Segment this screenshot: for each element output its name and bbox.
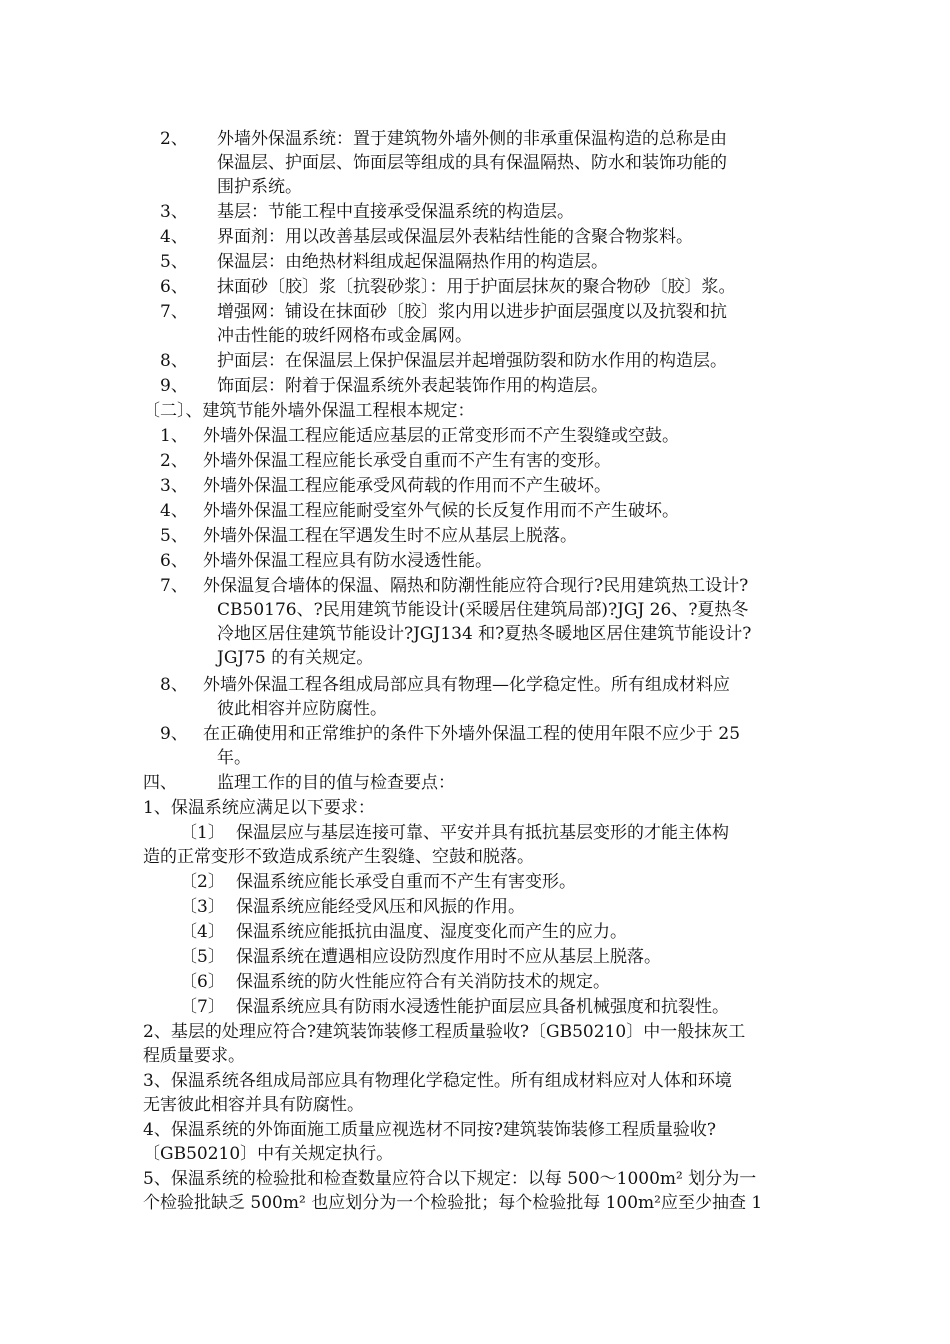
rule-text: 外墙外保温工程应能适应基层的正常变形而不产生裂缝或空鼓。 xyxy=(203,426,679,446)
requirement-text: 保温系统应具有防雨水浸透性能护面层应具备机械强度和抗裂性。 xyxy=(236,997,729,1017)
rule-text: 年。 xyxy=(217,748,251,768)
definition-text: 保温层：由绝热材料组成起保温隔热作用的构造层。 xyxy=(217,252,608,272)
requirement-text: 保温层应与基层连接可靠、平安并具有抵抗基层变形的才能主体构 xyxy=(236,823,729,843)
rule-text: 外墙外保温工程应能承受风荷载的作用而不产生破坏。 xyxy=(203,476,611,496)
rule-text: 外墙外保温工程应具有防水浸透性能。 xyxy=(203,551,492,571)
definition-text: 抹面砂〔胶〕浆〔抗裂砂浆〕：用于护面层抹灰的聚合物砂〔胶〕浆。 xyxy=(217,277,736,297)
definition-number: 3、 xyxy=(160,202,188,222)
paragraph-line: 4、保温系统的外饰面施工质量应视选材不同按?建筑装饰装修工程质量验收? xyxy=(143,1120,717,1140)
definition-text: 界面剂：用以改善基层或保温层外表粘结性能的含聚合物浆料。 xyxy=(217,227,693,247)
paragraph-line: 5、保温系统的检验批和检查数量应符合以下规定：以每 500～1000m² 划分为一 xyxy=(143,1169,757,1189)
requirement-number: 〔1〕 xyxy=(180,823,225,843)
requirement-number: 〔2〕 xyxy=(180,872,225,892)
requirement-text: 保温系统应能经受风压和风振的作用。 xyxy=(236,897,525,917)
rule-text: 彼此相容并应防腐性。 xyxy=(217,699,387,719)
requirement-text: 保温系统应能抵抗由温度、湿度变化而产生的应力。 xyxy=(236,922,627,942)
paragraph-line: 个检验批缺乏 500m² 也应划分为一个检验批；每个检验批每 100m²应至少抽查 1 xyxy=(143,1193,763,1213)
definition-text: 基层：节能工程中直接承受保温系统的构造层。 xyxy=(217,202,574,222)
requirement-text: 保温系统的防火性能应符合有关消防技术的规定。 xyxy=(236,972,610,992)
requirement-number: 〔7〕 xyxy=(180,997,225,1017)
requirement-text: 造的正常变形不致造成系统产生裂缝、空鼓和脱落。 xyxy=(143,847,534,867)
definition-text: 饰面层：附着于保温系统外表起装饰作用的构造层。 xyxy=(217,376,608,396)
requirement-number: 〔3〕 xyxy=(180,897,225,917)
rule-number: 7、 xyxy=(160,576,188,596)
rule-number: 5、 xyxy=(160,526,188,546)
requirement-text: 保温系统应能长承受自重而不产生有害变形。 xyxy=(236,872,576,892)
definition-number: 9、 xyxy=(160,376,188,396)
definition-text: 增强网：铺设在抹面砂〔胶〕浆内用以进步护面层强度以及抗裂和抗 xyxy=(217,302,727,322)
rule-text: CB50176、?民用建筑节能设计(采暖居住建筑局部)?JGJ 26、?夏热冬 xyxy=(217,600,749,620)
rule-text: 外保温复合墙体的保温、隔热和防潮性能应符合现行?民用建筑热工设计? xyxy=(203,576,749,596)
definition-number: 5、 xyxy=(160,252,188,272)
paragraph-line: 2、基层的处理应符合?建筑装饰装修工程质量验收?〔GB50210〕中一般抹灰工 xyxy=(143,1022,746,1042)
subsection-heading: 1、保温系统应满足以下要求： xyxy=(143,798,375,818)
rule-text: 冷地区居住建筑节能设计?JGJ134 和?夏热冬暖地区居住建筑节能设计? xyxy=(217,624,752,644)
paragraph-line: 3、保温系统各组成局部应具有物理化学稳定性。所有组成材料应对人体和环境 xyxy=(143,1071,732,1091)
paragraph-line: 〔GB50210〕中有关规定执行。 xyxy=(143,1144,394,1164)
requirement-number: 〔5〕 xyxy=(180,947,225,967)
rule-text: 外墙外保温工程各组成局部应具有物理—化学稳定性。所有组成材料应 xyxy=(203,675,730,695)
section-heading: 〔二〕、建筑节能外墙外保温工程根本规定： xyxy=(143,401,475,421)
requirement-number: 〔4〕 xyxy=(180,922,225,942)
rule-number: 8、 xyxy=(160,675,188,695)
rule-text: 在正确使用和正常维护的条件下外墙外保温工程的使用年限不应少于 25 xyxy=(203,724,741,744)
paragraph-line: 无害彼此相容并具有防腐性。 xyxy=(143,1095,364,1115)
definition-text: 保温层、护面层、饰面层等组成的具有保温隔热、防水和装饰功能的 xyxy=(217,153,727,173)
definition-text: 冲击性能的玻纤网格布或金属网。 xyxy=(217,326,472,346)
rule-number: 4、 xyxy=(160,501,188,521)
definition-number: 6、 xyxy=(160,277,188,297)
rule-number: 6、 xyxy=(160,551,188,571)
rule-text: 外墙外保温工程在罕遇发生时不应从基层上脱落。 xyxy=(203,526,577,546)
definition-number: 7、 xyxy=(160,302,188,322)
definition-text: 外墙外保温系统：置于建筑物外墙外侧的非承重保温构造的总称是由 xyxy=(217,129,727,149)
rule-text: JGJ75 的有关规定。 xyxy=(217,648,374,668)
rule-number: 2、 xyxy=(160,451,188,471)
requirement-text: 保温系统在遭遇相应设防烈度作用时不应从基层上脱落。 xyxy=(236,947,661,967)
rule-number: 9、 xyxy=(160,724,188,744)
definition-text: 护面层：在保温层上保护保温层并起增强防裂和防水作用的构造层。 xyxy=(217,351,727,371)
rule-text: 外墙外保温工程应能长承受自重而不产生有害的变形。 xyxy=(203,451,611,471)
section-number: 四、 xyxy=(143,773,177,793)
rule-text: 外墙外保温工程应能耐受室外气候的长反复作用而不产生破坏。 xyxy=(203,501,679,521)
definition-number: 8、 xyxy=(160,351,188,371)
requirement-number: 〔6〕 xyxy=(180,972,225,992)
definition-number: 2、 xyxy=(160,129,188,149)
section-title: 监理工作的目的值与检查要点： xyxy=(217,773,455,793)
definition-text: 围护系统。 xyxy=(217,177,302,197)
rule-number: 1、 xyxy=(160,426,188,446)
paragraph-line: 程质量要求。 xyxy=(143,1046,245,1066)
rule-number: 3、 xyxy=(160,476,188,496)
definition-number: 4、 xyxy=(160,227,188,247)
